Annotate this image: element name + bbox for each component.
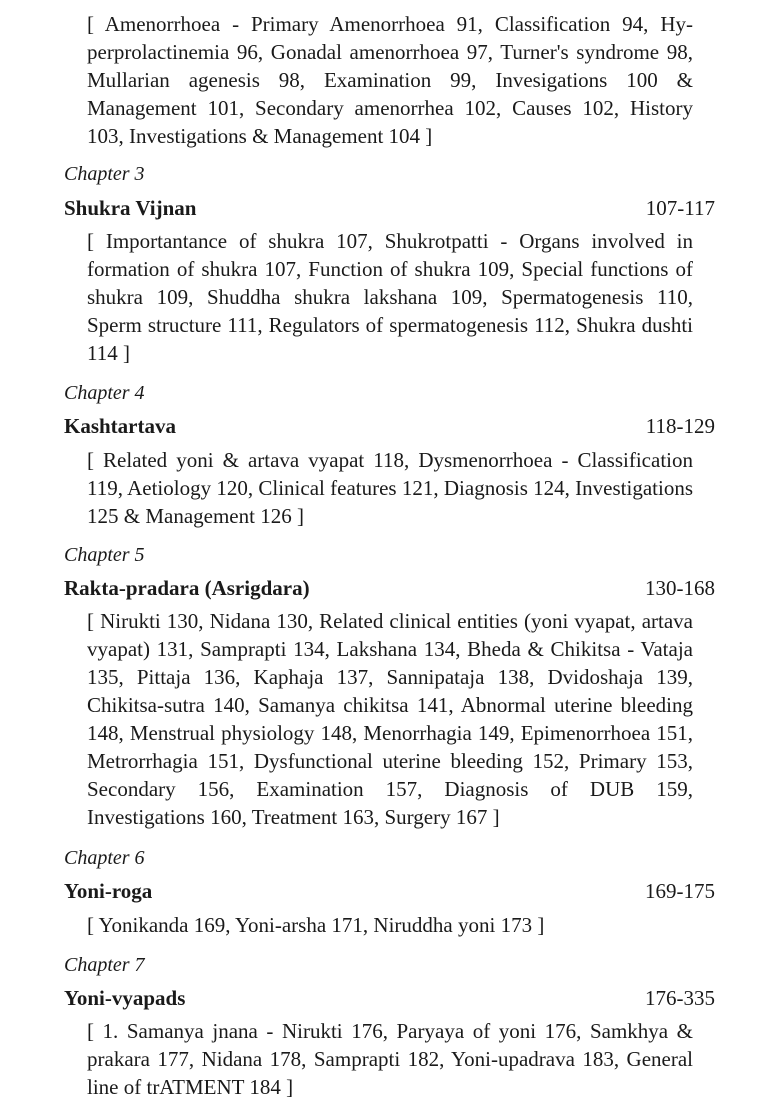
chapter-5-label: Chapter 5 bbox=[64, 544, 145, 566]
chapter-6-label: Chapter 6 bbox=[64, 847, 145, 869]
chapter-4-pages: 118-129 bbox=[645, 414, 715, 438]
chapter-7-pages: 176-335 bbox=[645, 986, 715, 1010]
chapter-7-label: Chapter 7 bbox=[64, 954, 145, 976]
chapter-6-pages: 169-175 bbox=[645, 879, 715, 903]
chapter-3-title: Shukra Vijnan bbox=[64, 196, 197, 220]
chapter-7-contents: [ 1. Samanya jnana - Nirukti 176, Paryaya of yoni 176, Samkhya & prakara 177, Nidana 178, Samprapti 182, Yoni-upadrava 183, General line of trATMENT 184 ] bbox=[87, 1019, 693, 1099]
chapter-5-pages: 130-168 bbox=[645, 576, 715, 600]
chapter-3-contents: [ Importantance of shukra 107, Shukrotpatti - Organs involved in formation of shukra 107, Function of shukra 109, Special functions of shukra 109, Shuddha shukra lakshana 109, Spermatogenesis 110, Sperm structure 111, Regulators of spermatogenesis 112, Shukra dushti 114 ] bbox=[87, 229, 693, 365]
chapter-3-label: Chapter 3 bbox=[64, 163, 145, 185]
chapter-6-contents: [ Yonikanda 169, Yoni-arsha 171, Niruddha yoni 173 ] bbox=[87, 913, 545, 937]
intro-contents: [ Amenorrhoea - Primary Amenorrhoea 91, Classification 94, Hyperprolactinemia 96, Gonadal amenorrhoea 97, Turner's syndrome 98, Mullarian agenesis 98, Examination 99, Invesigations 100 & Management 101, Secondary amenorrhea 102, Causes 102, History 103, Investigations & Management 104 ] bbox=[87, 12, 693, 148]
chapter-3-pages: 107-117 bbox=[645, 196, 715, 220]
chapter-4-label: Chapter 4 bbox=[64, 382, 145, 404]
chapter-4-contents: [ Related yoni & artava vyapat 118, Dysmenorrhoea - Classification 119, Aetiology 120, Clinical features 121, Diagnosis 124, Investigations 125 & Management 126 ] bbox=[87, 448, 693, 528]
chapter-5-contents: [ Nirukti 130, Nidana 130, Related clinical entities (yoni vyapat, artava vyapat) 131, Samprapti 134, Lakshana 134, Bheda & Chikitsa - Vataja 135, Pittaja 136, Kaphaja 137, Sannipataja 138, Dvidoshaja 139, Chikitsa-sutra 140, Samanya chikitsa 141, Abnormal uterine bleeding 148, Menstrual physiology 148, Menorrhagia 149, Epimenorrhoea 151, Metrorrhagia 151, Dysfunctional uterine bleeding 152, Primary 153, Secondary 156, Examination 157, Diagnosis of DUB 159, Investigations 160, Treatment 163, Surgery 167 ] bbox=[87, 609, 693, 829]
chapter-5-title: Rakta-pradara (Asrigdara) bbox=[64, 576, 310, 600]
chapter-6-title: Yoni-roga bbox=[64, 879, 153, 903]
chapter-4-title: Kashtartava bbox=[64, 414, 176, 438]
chapter-7-title: Yoni-vyapads bbox=[64, 986, 186, 1010]
